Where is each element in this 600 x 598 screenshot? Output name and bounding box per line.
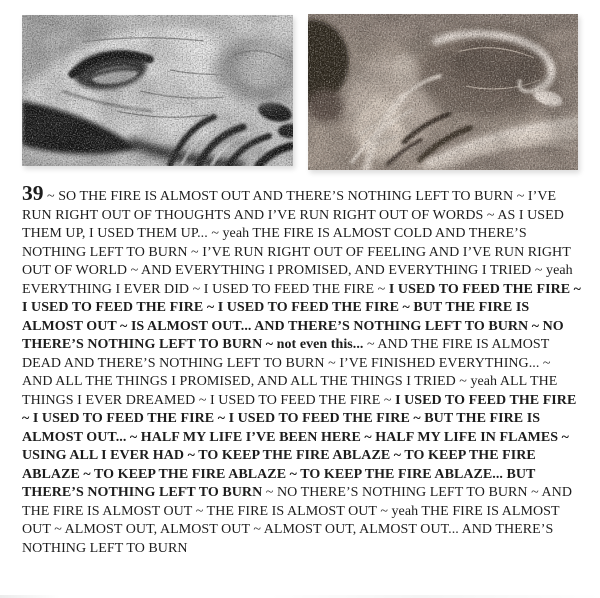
light-grain-overlay	[22, 15, 293, 166]
lyrics-segment: ~ SO THE FIRE IS ALMOST OUT AND THERE’S NOTHING LEFT TO BURN ~ I’VE RUN RIGHT OUT OF THOUGHTS AND I’VE RUN RIGHT OUT OF WORDS ~ AS I USED THEM UP, I USED THEM UP... ~ yeah THE FIRE IS ALMOST COLD AND THERE’S NOTHING LEFT TO BURN ~ I’VE RUN RIGHT OUT OF FEELING AND I’VE RUN RIGHT OUT OF WORLD ~ AND EVERYTHING I PROMISED, AND EVERYTHING I TRIED ~ yeah EVERYTHING I EVER DID ~ I USED TO FEED THE FIRE ~	[22, 189, 573, 297]
light-grain-overlay	[308, 14, 578, 170]
lyrics-segment: I USED TO FEED THE FIRE ~ I USED TO FEED THE FIRE ~ I USED TO FEED THE FIRE ~ BUT THE FIRE IS ALMOST OUT ~ IS ALMOST OUT... AND THERE’S NOTHING LEFT TO BURN ~ NO THERE’S NOTHING LEFT TO BURN ~ not even this...	[22, 281, 582, 352]
lyrics-segment: I USED TO FEED THE FIRE ~ I USED TO FEED THE FIRE ~ I USED TO FEED THE FIRE ~ BUT THE FIRE IS ALMOST OUT... ~ HALF MY LIFE I’VE BEEN HERE ~ HALF MY LIFE IN FLAMES ~ USING ALL I EVER HAD ~ TO KEEP THE FIRE ABLAZE ~ TO KEEP THE FIRE ABLAZE ~ TO KEEP THE FIRE ABLAZE ~ TO KEEP THE FIRE ABLAZE... BUT THERE’S NOTHING LEFT TO BURN	[22, 392, 577, 500]
lyrics-paragraph	[22, 181, 582, 558]
lyrics-text	[22, 189, 581, 556]
terrain-photo-right	[308, 14, 578, 170]
lyrics-segment: ~ AND THE FIRE IS ALMOST DEAD AND THERE’S NOTHING LEFT TO BURN ~ I’VE FINISHED EVERYTHING... ~ AND ALL THE THINGS I PROMISED, AND ALL THE THINGS I TRIED ~ yeah ALL THE THINGS I EVER DREAMED ~ I USED TO FEED THE FIRE ~	[22, 337, 558, 408]
track-number: 39	[22, 181, 44, 205]
terrain-art-right	[308, 14, 578, 170]
lyrics-segment: ~ NO THERE’S NOTHING LEFT TO BURN ~ AND THE FIRE IS ALMOST OUT ~ THE FIRE IS ALMOST OUT ~ yeah THE FIRE IS ALMOST OUT ~ ALMOST OUT, ALMOST OUT ~ ALMOST OUT, ALMOST OUT... AND THERE’S NOTHING LEFT TO BURN	[22, 485, 572, 556]
terrain-photo-left	[22, 15, 293, 166]
terrain-art-left	[22, 15, 293, 166]
